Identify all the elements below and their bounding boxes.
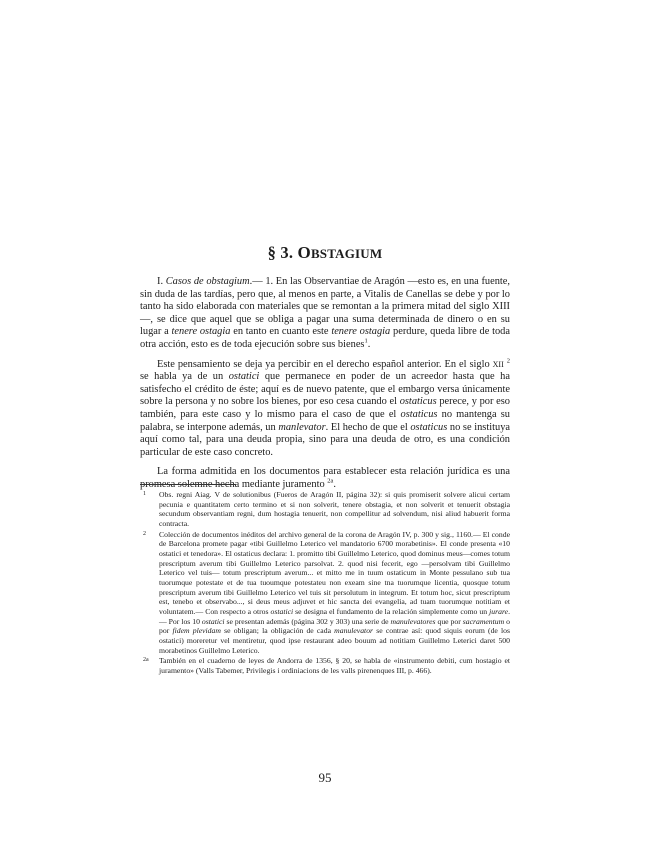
footnote-2a: 2a También en el cuaderno de leyes de Andorra de 1356, § 20, se habla de «instrumento debiti, cum hostagio et juramento» (Valls Tabemer, Privilegis i ordiniacions de les valls pirenenques III, p. 466). bbox=[143, 656, 510, 675]
footnote-ref-1[interactable]: 1 bbox=[364, 337, 368, 345]
footnote-2: 2 Colección de documentos inéditos del archivo general de la corona de Aragón IV, p. 300 y sig., 1160.— El conde de Barcelona promete pagar «tibi Guillelmo Leterico vel mandatorio 6700 morabetinis». El conde presenta «10 ostatici et tenedora». El ostaticus declara: 1. promitto tibi Guillelmo Leterico, quod dominus meus—comes totum prescriptum averum tibi Guillelmo Leterico parsolvat. 2. quod nisi fecerit, ego —persolvam tibi Guillelmo Leterico vel tuis— totum prescriptum averum... et mitto me in tuum ostaticum in Monte pessulano sub tua tuorumque potestate et de tua tuoumque potestateu non exeam sine tna tuorumque licentia, quosque totum prescriptum averum tibi Guillelmo Leterico vel tuis sit persolutum in integrum. Et totum hoc, sicut prescriptum est, tenebo et observabo..., si deus meus adjuvet et hic sancta dei evangelia, ad tuam tuorumque notitiam et voluntatem.— Con respecto a otros ostatici se designa el fundamento de la relación simplemente como un jurare.— Por los 10 ostatici se presentan además (página 302 y 303) una serie de manulevatores que por sacramentum o por fidem plevidam se obligan; la obligación de cada manulevator se contrae así: quod siquis eorum (de los ostatici) moreretur vel mentiretur, quod ipse restaurant adeo bouum ad notitiam Guillelmo Leterici daret 500 morabetinos Guillelmo Leterico. bbox=[143, 529, 511, 655]
page-number: 95 bbox=[318, 770, 332, 785]
paragraph-1: I. Casos de obstagium.— 1. En las Observantiae de Aragón —esto es, en una fuente, sin duda de las tardías, pero que, al menos en parte, a Vitalis de Canellas se debe y por lo tanto ha sido elaborada con materiales que se remontan a la primera mitad del siglo XIII—, se dice que aquel que se obliga a pagar una suma determinada de dinero o en su lugar a tenere ostagia en tanto en cuanto este tenere ostagia perdure, queda libre de toda otra acción, esto es de toda ejecución sobre sus bienes$^1$. bbox=[140, 276, 510, 350]
document-page bbox=[140, 0, 510, 841]
footnote-number: 2a bbox=[143, 657, 149, 664]
footnote-number: 1 bbox=[143, 491, 146, 497]
footnotes bbox=[140, 490, 510, 676]
footnote-ref-2a[interactable]: 2a bbox=[327, 477, 334, 485]
footnote-divider bbox=[140, 484, 236, 485]
body-text bbox=[140, 276, 510, 499]
section-title: OBSTAGIUM bbox=[297, 243, 383, 262]
footnote-ref-2[interactable]: 2 bbox=[506, 357, 510, 365]
paragraph-3: La forma admitida en los documentos para establecer esta relación jurídica es una promesa solemne hecha mediante juramento $^{2a}$. bbox=[140, 466, 510, 490]
section-heading bbox=[140, 243, 510, 263]
footnote-number: 2 bbox=[143, 530, 146, 537]
paragraph-2: Este pensamiento se deja ya percibir en el derecho español anterior. En el siglo XII $^2$ se habla ya de un ostatici que permanece en poder de un acreedor hasta que ha satisfecho el crédito de éste; aquí es de nuevo patente, que el embargo versa únicamente sobre la persona y no sobre los bienes, por eso cesa cuando el ostaticus perece, y por eso también, para este caso y lo mismo para el caso de que el ostaticus no mantenga su palabra, se interpone además, un manlevator. El hecho de que el ostaticus no se instituya aquí como tal, para una deuda propia, sino para una deuda de otro, es una condición particular de este caso concreto. bbox=[140, 357, 510, 458]
footnote-1: 1 Obs. regni Aiag. V de solutionibus (Fueros de Aragón II, página 32): si quis promiserit solvere alicui certam pecunia e quantitatem certo termino et si non solverit, tenere obstagia, et non solverit et tenuerit obstagia secundum observantiam regni, dum hostagia tenuerit, non compellitur ad solvendum, nisi aliud habuerit forma contracta. bbox=[143, 490, 510, 528]
section-number: § 3. bbox=[267, 243, 294, 262]
